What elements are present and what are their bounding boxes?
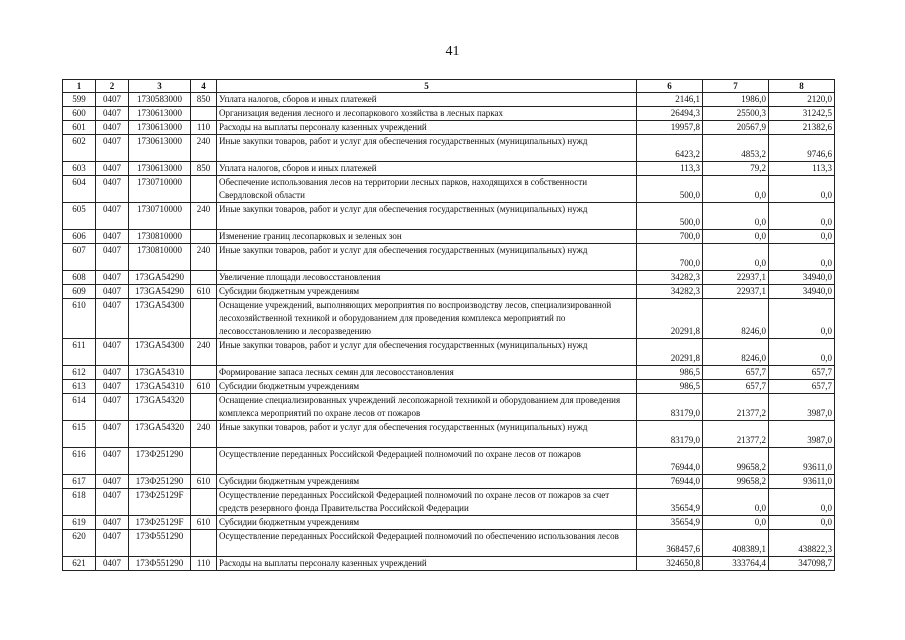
- table-row: [63, 244, 835, 271]
- description-cell: Субсидии бюджетным учреждениям: [217, 380, 637, 394]
- table-body: [63, 93, 835, 571]
- amount-col6-cell: 500,0: [637, 203, 703, 230]
- amount-col8-cell: 0,0: [769, 203, 835, 230]
- table-row: [63, 475, 835, 489]
- amount-col7-cell: 4853,2: [703, 135, 769, 162]
- section-code-cell: 0407: [96, 135, 129, 162]
- target-code-cell: 173Ф551290: [129, 530, 191, 557]
- description-cell: Оснащение учреждений, выполняющих мероприятия по воспроизводству лесов, специализированной лесохозяйственной техникой и оборудованием для проведения комплекса мероприятий по лесовосстановлению и лесоразведению: [217, 299, 637, 339]
- expense-type-cell: 240: [191, 203, 217, 230]
- description-cell: Субсидии бюджетным учреждениям: [217, 285, 637, 299]
- table-row: [63, 135, 835, 162]
- target-code-cell: 1730810000: [129, 230, 191, 244]
- section-code-cell: 0407: [96, 394, 129, 421]
- table-row: [63, 271, 835, 285]
- amount-col8-cell: 438822,3: [769, 530, 835, 557]
- description-cell: Расходы на выплаты персоналу казенных учреждений: [217, 121, 637, 135]
- section-code-cell: 0407: [96, 244, 129, 271]
- column-header-3: 3: [129, 80, 191, 93]
- amount-col7-cell: 22937,1: [703, 285, 769, 299]
- table-row: [63, 121, 835, 135]
- target-code-cell: 1730613000: [129, 121, 191, 135]
- column-header-5: 5: [217, 80, 637, 93]
- expense-type-cell: [191, 489, 217, 516]
- target-code-cell: 1730613000: [129, 107, 191, 121]
- amount-col7-cell: 0,0: [703, 489, 769, 516]
- amount-col6-cell: 113,3: [637, 162, 703, 176]
- section-code-cell: 0407: [96, 107, 129, 121]
- amount-col8-cell: 0,0: [769, 339, 835, 366]
- expense-type-cell: 850: [191, 93, 217, 107]
- section-code-cell: 0407: [96, 448, 129, 475]
- row-number-cell: 621: [63, 557, 96, 571]
- expense-type-cell: 110: [191, 121, 217, 135]
- row-number-cell: 617: [63, 475, 96, 489]
- section-code-cell: 0407: [96, 516, 129, 530]
- section-code-cell: 0407: [96, 489, 129, 516]
- row-number-cell: 619: [63, 516, 96, 530]
- amount-col6-cell: 83179,0: [637, 421, 703, 448]
- target-code-cell: 173Ф251290: [129, 475, 191, 489]
- amount-col6-cell: 500,0: [637, 176, 703, 203]
- column-header-7: 7: [703, 80, 769, 93]
- description-cell: Оснащение специализированных учреждений лесопожарной техникой и оборудованием для проведения комплекса мероприятий по охране лесов от пожаров: [217, 394, 637, 421]
- row-number-cell: 606: [63, 230, 96, 244]
- row-number-cell: 605: [63, 203, 96, 230]
- table-row: [63, 176, 835, 203]
- amount-col7-cell: 333764,4: [703, 557, 769, 571]
- column-header-8: 8: [769, 80, 835, 93]
- description-cell: Обеспечение использования лесов на территории лесных парков, находящихся в собственности Свердловской области: [217, 176, 637, 203]
- amount-col6-cell: 34282,3: [637, 285, 703, 299]
- table-row: [63, 394, 835, 421]
- column-header-2: 2: [96, 80, 129, 93]
- section-code-cell: 0407: [96, 366, 129, 380]
- target-code-cell: 173Ф25129F: [129, 516, 191, 530]
- expense-type-cell: 240: [191, 135, 217, 162]
- description-cell: Организация ведения лесного и лесопаркового хозяйства в лесных парках: [217, 107, 637, 121]
- amount-col8-cell: 34940,0: [769, 271, 835, 285]
- row-number-cell: 615: [63, 421, 96, 448]
- row-number-cell: 599: [63, 93, 96, 107]
- amount-col8-cell: 2120,0: [769, 93, 835, 107]
- section-code-cell: 0407: [96, 299, 129, 339]
- target-code-cell: 173GA54300: [129, 299, 191, 339]
- expense-type-cell: 240: [191, 421, 217, 448]
- budget-table: [62, 79, 835, 571]
- description-cell: Уплата налогов, сборов и иных платежей: [217, 162, 637, 176]
- target-code-cell: 1730710000: [129, 176, 191, 203]
- description-cell: Иные закупки товаров, работ и услуг для обеспечения государственных (муниципальных) нужд: [217, 421, 637, 448]
- amount-col7-cell: 25500,3: [703, 107, 769, 121]
- row-number-cell: 616: [63, 448, 96, 475]
- row-number-cell: 604: [63, 176, 96, 203]
- amount-col8-cell: 0,0: [769, 244, 835, 271]
- expense-type-cell: [191, 107, 217, 121]
- description-cell: Формирование запаса лесных семян для лесовосстановления: [217, 366, 637, 380]
- amount-col6-cell: 26494,3: [637, 107, 703, 121]
- target-code-cell: 173Ф551290: [129, 557, 191, 571]
- amount-col7-cell: 21377,2: [703, 394, 769, 421]
- table-row: [63, 557, 835, 571]
- amount-col8-cell: 0,0: [769, 230, 835, 244]
- row-number-cell: 620: [63, 530, 96, 557]
- target-code-cell: 1730810000: [129, 244, 191, 271]
- table-row: [63, 203, 835, 230]
- row-number-cell: 613: [63, 380, 96, 394]
- table-row: [63, 230, 835, 244]
- amount-col6-cell: 35654,9: [637, 516, 703, 530]
- expense-type-cell: [191, 448, 217, 475]
- target-code-cell: 173Ф25129F: [129, 489, 191, 516]
- amount-col6-cell: 35654,9: [637, 489, 703, 516]
- target-code-cell: 173GA54320: [129, 421, 191, 448]
- column-header-6: 6: [637, 80, 703, 93]
- row-number-cell: 609: [63, 285, 96, 299]
- table-row: [63, 530, 835, 557]
- table-row: [63, 421, 835, 448]
- section-code-cell: 0407: [96, 162, 129, 176]
- amount-col8-cell: 113,3: [769, 162, 835, 176]
- expense-type-cell: 610: [191, 380, 217, 394]
- amount-col7-cell: 657,7: [703, 366, 769, 380]
- amount-col8-cell: 93611,0: [769, 448, 835, 475]
- amount-col8-cell: 3987,0: [769, 394, 835, 421]
- amount-col7-cell: 79,2: [703, 162, 769, 176]
- amount-col8-cell: 347098,7: [769, 557, 835, 571]
- row-number-cell: 618: [63, 489, 96, 516]
- amount-col8-cell: 21382,6: [769, 121, 835, 135]
- table-row: [63, 489, 835, 516]
- amount-col7-cell: 99658,2: [703, 475, 769, 489]
- description-cell: Иные закупки товаров, работ и услуг для обеспечения государственных (муниципальных) нужд: [217, 244, 637, 271]
- section-code-cell: 0407: [96, 271, 129, 285]
- description-cell: Осуществление переданных Российской Федерацией полномочий по охране лесов от пожаров за счет средств резервного фонда Правительства Российской Федерации: [217, 489, 637, 516]
- description-cell: Расходы на выплаты персоналу казенных учреждений: [217, 557, 637, 571]
- target-code-cell: 173GA54310: [129, 366, 191, 380]
- description-cell: Осуществление переданных Российской Федерацией полномочий по обеспечению использования лесов: [217, 530, 637, 557]
- row-number-cell: 608: [63, 271, 96, 285]
- amount-col7-cell: 21377,2: [703, 421, 769, 448]
- description-cell: Иные закупки товаров, работ и услуг для обеспечения государственных (муниципальных) нужд: [217, 203, 637, 230]
- target-code-cell: 173GA54320: [129, 394, 191, 421]
- amount-col7-cell: 1986,0: [703, 93, 769, 107]
- expense-type-cell: 110: [191, 557, 217, 571]
- amount-col7-cell: 408389,1: [703, 530, 769, 557]
- table-row: [63, 299, 835, 339]
- expense-type-cell: [191, 271, 217, 285]
- expense-type-cell: 610: [191, 516, 217, 530]
- section-code-cell: 0407: [96, 203, 129, 230]
- row-number-cell: 602: [63, 135, 96, 162]
- amount-col8-cell: 9746,6: [769, 135, 835, 162]
- row-number-cell: 601: [63, 121, 96, 135]
- row-number-cell: 603: [63, 162, 96, 176]
- description-cell: Субсидии бюджетным учреждениям: [217, 475, 637, 489]
- target-code-cell: 173GA54300: [129, 339, 191, 366]
- target-code-cell: 1730710000: [129, 203, 191, 230]
- section-code-cell: 0407: [96, 557, 129, 571]
- amount-col6-cell: 19957,8: [637, 121, 703, 135]
- section-code-cell: 0407: [96, 176, 129, 203]
- target-code-cell: 1730583000: [129, 93, 191, 107]
- amount-col6-cell: 368457,6: [637, 530, 703, 557]
- amount-col8-cell: 0,0: [769, 176, 835, 203]
- amount-col8-cell: 0,0: [769, 299, 835, 339]
- amount-col8-cell: 657,7: [769, 380, 835, 394]
- expense-type-cell: 240: [191, 244, 217, 271]
- table-row: [63, 285, 835, 299]
- amount-col6-cell: 700,0: [637, 230, 703, 244]
- description-cell: Изменение границ лесопарковых и зеленых зон: [217, 230, 637, 244]
- section-code-cell: 0407: [96, 285, 129, 299]
- target-code-cell: 173GA54310: [129, 380, 191, 394]
- section-code-cell: 0407: [96, 93, 129, 107]
- row-number-cell: 600: [63, 107, 96, 121]
- amount-col6-cell: 700,0: [637, 244, 703, 271]
- description-cell: Иные закупки товаров, работ и услуг для обеспечения государственных (муниципальных) нужд: [217, 339, 637, 366]
- description-cell: Осуществление переданных Российской Федерацией полномочий по охране лесов от пожаров: [217, 448, 637, 475]
- amount-col7-cell: 20567,9: [703, 121, 769, 135]
- expense-type-cell: [191, 530, 217, 557]
- description-cell: Увеличение площади лесовосстановления: [217, 271, 637, 285]
- row-number-cell: 614: [63, 394, 96, 421]
- column-header-4: 4: [191, 80, 217, 93]
- target-code-cell: 1730613000: [129, 135, 191, 162]
- expense-type-cell: [191, 299, 217, 339]
- amount-col6-cell: 34282,3: [637, 271, 703, 285]
- amount-col6-cell: 324650,8: [637, 557, 703, 571]
- description-cell: Уплата налогов, сборов и иных платежей: [217, 93, 637, 107]
- amount-col6-cell: 83179,0: [637, 394, 703, 421]
- expense-type-cell: [191, 230, 217, 244]
- amount-col7-cell: 0,0: [703, 203, 769, 230]
- amount-col8-cell: 657,7: [769, 366, 835, 380]
- expense-type-cell: 240: [191, 339, 217, 366]
- page-number: 41: [445, 44, 460, 59]
- table-header-row: [63, 80, 835, 93]
- expense-type-cell: 850: [191, 162, 217, 176]
- table-row: [63, 380, 835, 394]
- amount-col6-cell: 2146,1: [637, 93, 703, 107]
- amount-col6-cell: 986,5: [637, 366, 703, 380]
- table-row: [63, 516, 835, 530]
- amount-col7-cell: 0,0: [703, 516, 769, 530]
- amount-col8-cell: 93611,0: [769, 475, 835, 489]
- table-row: [63, 93, 835, 107]
- target-code-cell: 173Ф251290: [129, 448, 191, 475]
- amount-col8-cell: 0,0: [769, 516, 835, 530]
- row-number-cell: 610: [63, 299, 96, 339]
- section-code-cell: 0407: [96, 121, 129, 135]
- expense-type-cell: [191, 176, 217, 203]
- amount-col8-cell: 34940,0: [769, 285, 835, 299]
- table-row: [63, 107, 835, 121]
- row-number-cell: 612: [63, 366, 96, 380]
- section-code-cell: 0407: [96, 380, 129, 394]
- section-code-cell: 0407: [96, 230, 129, 244]
- target-code-cell: 173GA54290: [129, 285, 191, 299]
- amount-col7-cell: 0,0: [703, 176, 769, 203]
- expense-type-cell: 610: [191, 285, 217, 299]
- table-row: [63, 448, 835, 475]
- amount-col7-cell: 657,7: [703, 380, 769, 394]
- section-code-cell: 0407: [96, 475, 129, 489]
- table-row: [63, 366, 835, 380]
- amount-col6-cell: 986,5: [637, 380, 703, 394]
- amount-col6-cell: 76944,0: [637, 448, 703, 475]
- table-row: [63, 162, 835, 176]
- section-code-cell: 0407: [96, 421, 129, 448]
- table-row: [63, 339, 835, 366]
- amount-col6-cell: 20291,8: [637, 339, 703, 366]
- expense-type-cell: [191, 394, 217, 421]
- amount-col7-cell: 0,0: [703, 230, 769, 244]
- description-cell: Иные закупки товаров, работ и услуг для обеспечения государственных (муниципальных) нужд: [217, 135, 637, 162]
- amount-col8-cell: 0,0: [769, 489, 835, 516]
- section-code-cell: 0407: [96, 530, 129, 557]
- amount-col8-cell: 3987,0: [769, 421, 835, 448]
- amount-col7-cell: 8246,0: [703, 299, 769, 339]
- target-code-cell: 1730613000: [129, 162, 191, 176]
- amount-col7-cell: 8246,0: [703, 339, 769, 366]
- amount-col6-cell: 20291,8: [637, 299, 703, 339]
- expense-type-cell: [191, 366, 217, 380]
- amount-col7-cell: 22937,1: [703, 271, 769, 285]
- amount-col7-cell: 0,0: [703, 244, 769, 271]
- amount-col8-cell: 31242,5: [769, 107, 835, 121]
- description-cell: Субсидии бюджетным учреждениям: [217, 516, 637, 530]
- amount-col6-cell: 76944,0: [637, 475, 703, 489]
- target-code-cell: 173GA54290: [129, 271, 191, 285]
- column-header-1: 1: [63, 80, 96, 93]
- row-number-cell: 607: [63, 244, 96, 271]
- amount-col6-cell: 6423,2: [637, 135, 703, 162]
- budget-table-wrapper: [62, 79, 835, 571]
- amount-col7-cell: 99658,2: [703, 448, 769, 475]
- section-code-cell: 0407: [96, 339, 129, 366]
- expense-type-cell: 610: [191, 475, 217, 489]
- row-number-cell: 611: [63, 339, 96, 366]
